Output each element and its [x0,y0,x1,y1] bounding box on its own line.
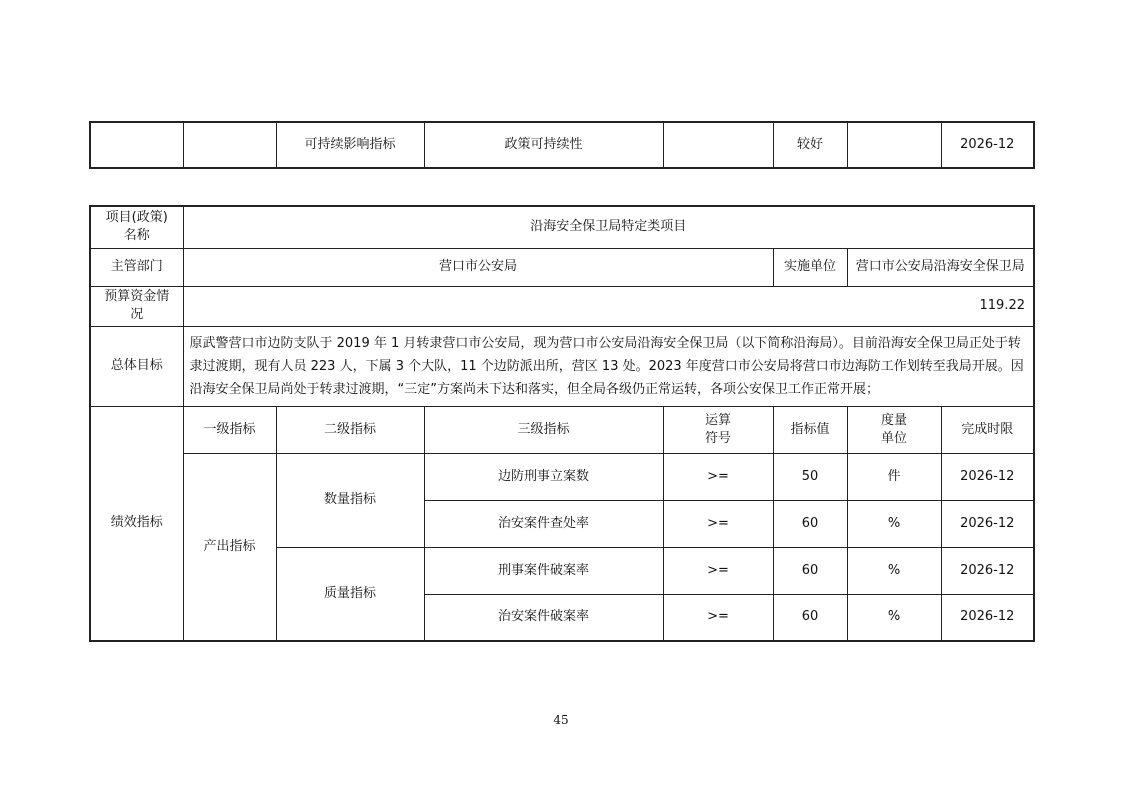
row-deadline: 2026-12 [941,453,1034,500]
table-row [90,453,1034,500]
header-l1: 一级指标 [183,406,276,453]
row-unit: % [847,500,941,547]
table-row [90,122,1034,168]
level2-indicator: 可持续影响指标 [276,122,424,168]
row-op: >= [663,500,773,547]
dept-value: 营口市公安局 [183,248,773,286]
header-op: 运算 符号 [663,406,773,453]
row-value: 60 [773,594,847,641]
table-row [90,406,1034,453]
row-op: >= [663,453,773,500]
row-unit: 件 [847,453,941,500]
row-deadline: 2026-12 [941,547,1034,594]
header-unit: 度量 单位 [847,406,941,453]
header-deadline: 完成时限 [941,406,1034,453]
empty-cell [90,122,183,168]
goal-text: 原武警营口市边防支队于 2019 年 1 月转隶营口市公安局，现为营口市公安局沿海安全保卫局（以下简称沿海局）。目前沿海安全保卫局正处于转隶过渡期，现有人员 223 人，下属 3 个大队，11 个边防派出所，营区 13 处。2023 年度营口市公安局将营口市边海防工作划转至我局开展。因沿海安全保卫局尚处于转隶过渡期，“三定”方案尚未下达和落实，但全局各级仍正常运转，各项公安保卫工作正常开展； [183,326,1034,406]
perf-label: 绩效指标 [90,406,183,641]
header-l3: 三级指标 [424,406,663,453]
table-row [90,326,1034,406]
row-l3: 治安案件破案率 [424,594,663,641]
row-value: 60 [773,500,847,547]
row-value: 60 [773,547,847,594]
budget-label: 预算资金情 况 [90,286,183,326]
table-row [90,206,1034,248]
impl-label: 实施单位 [773,248,847,286]
l2-quality: 质量指标 [276,547,424,641]
budget-value: 119.22 [183,286,1034,326]
page-number: 45 [553,713,569,727]
row-deadline: 2026-12 [941,594,1034,641]
table-row [90,286,1034,326]
operator-cell [663,122,773,168]
continuation-table [89,121,1035,169]
empty-cell [183,122,276,168]
impl-value: 营口市公安局沿海安全保卫局 [847,248,1034,286]
row-l3: 治安案件查处率 [424,500,663,547]
dept-label: 主管部门 [90,248,183,286]
goal-label: 总体目标 [90,326,183,406]
table-row [90,248,1034,286]
value-cell: 较好 [773,122,847,168]
header-value: 指标值 [773,406,847,453]
project-name: 沿海安全保卫局特定类项目 [183,206,1034,248]
row-unit: % [847,547,941,594]
row-op: >= [663,547,773,594]
row-value: 50 [773,453,847,500]
project-table [89,205,1035,642]
l2-quantity: 数量指标 [276,453,424,547]
row-deadline: 2026-12 [941,500,1034,547]
row-l3: 边防刑事立案数 [424,453,663,500]
header-l2: 二级指标 [276,406,424,453]
row-l3: 刑事案件破案率 [424,547,663,594]
project-name-label: 项目(政策) 名称 [90,206,183,248]
deadline-cell: 2026-12 [941,122,1034,168]
row-unit: % [847,594,941,641]
unit-cell [847,122,941,168]
l1-output: 产出指标 [183,453,276,641]
level3-indicator: 政策可持续性 [424,122,663,168]
row-op: >= [663,594,773,641]
